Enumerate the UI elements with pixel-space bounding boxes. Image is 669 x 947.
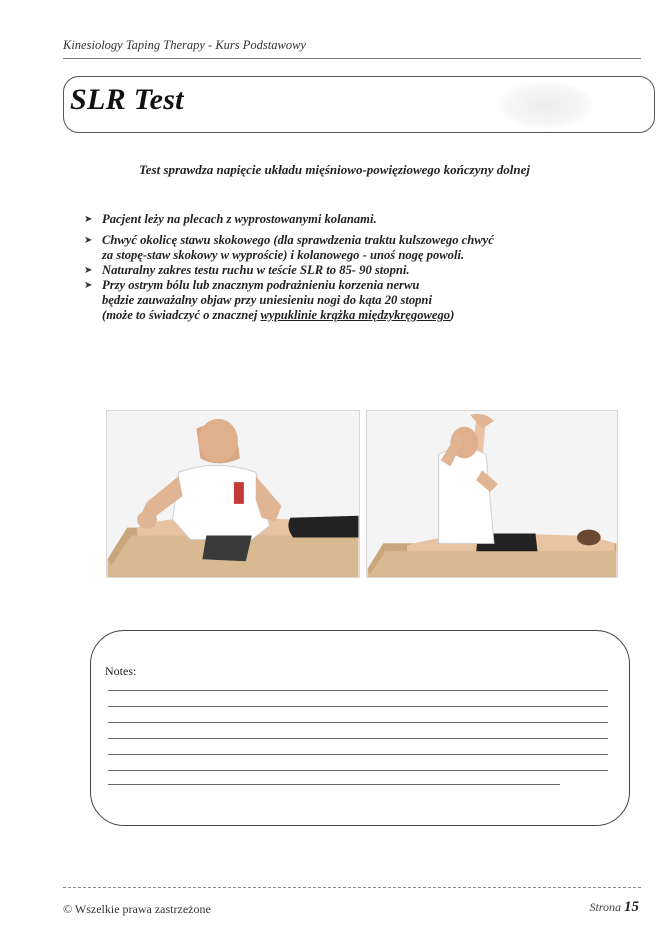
list-item-text: Przy ostrym bólu lub znacznym podrażnieniu korzenia nerwu	[102, 278, 420, 292]
list-item-text: Naturalny zakres testu ruchu w teście SLR to 85- 90 stopni.	[102, 263, 410, 277]
bullet-arrow-icon: ➤	[84, 214, 93, 225]
notes-line[interactable]	[108, 784, 560, 785]
watermark-logo	[498, 81, 594, 129]
list-item-text-suffix: )	[450, 308, 455, 322]
bullet-arrow-icon: ➤	[84, 265, 93, 276]
title-box	[63, 76, 655, 133]
page-subtitle: Test sprawdza napięcie układu mięśniowo-powięziowego kończyny dolnej	[139, 162, 530, 177]
header-course-title: Kinesiology Taping Therapy - Kurs Podstawowy	[63, 38, 306, 52]
page-title: SLR Test	[70, 83, 184, 116]
notes-line[interactable]	[108, 770, 608, 771]
photo-slr-start-illustration	[107, 411, 359, 577]
list-item	[84, 278, 664, 323]
notes-line[interactable]	[108, 706, 608, 707]
list-item	[84, 233, 664, 263]
instruction-list	[84, 212, 664, 329]
footer-divider	[63, 887, 641, 888]
notes-label: Notes:	[105, 664, 137, 678]
photo-slr-raised	[366, 410, 618, 578]
list-item-text	[102, 308, 664, 323]
notes-line[interactable]	[108, 722, 608, 723]
list-item-text: Chwyć okolicę stawu skokowego (dla sprawdzenia traktu kulszowego chwyć	[102, 233, 494, 247]
photo-slr-start	[106, 410, 360, 578]
page-number	[589, 899, 639, 916]
notes-line[interactable]	[108, 738, 608, 739]
list-item-text: będzie zauważalny objaw przy uniesieniu nogi do kąta 20 stopni	[102, 293, 432, 307]
page-number-value: 15	[624, 899, 639, 915]
list-item-text: za stopę-staw skokowy w wyproście) i kolanowego - unoś nogę powoli.	[102, 248, 465, 262]
notes-box[interactable]	[90, 630, 630, 826]
bullet-arrow-icon: ➤	[84, 280, 93, 291]
notes-line[interactable]	[108, 690, 608, 691]
header-divider	[63, 58, 641, 59]
photo-slr-raised-illustration	[367, 411, 617, 577]
copyright-text: © Wszelkie prawa zastrzeżone	[63, 902, 211, 916]
list-item	[84, 212, 664, 227]
list-item-text-underlined: wypuklinie krążka międzykręgowego	[260, 308, 451, 322]
list-item	[84, 263, 664, 278]
list-item-text-prefix: (może to świadczyć o znacznej	[102, 308, 261, 322]
bullet-arrow-icon: ➤	[84, 235, 93, 246]
list-item-text: Pacjent leży na plecach z wyprostowanymi kolanami.	[102, 212, 377, 226]
page-label: Strona	[589, 900, 621, 914]
notes-line[interactable]	[108, 754, 608, 755]
